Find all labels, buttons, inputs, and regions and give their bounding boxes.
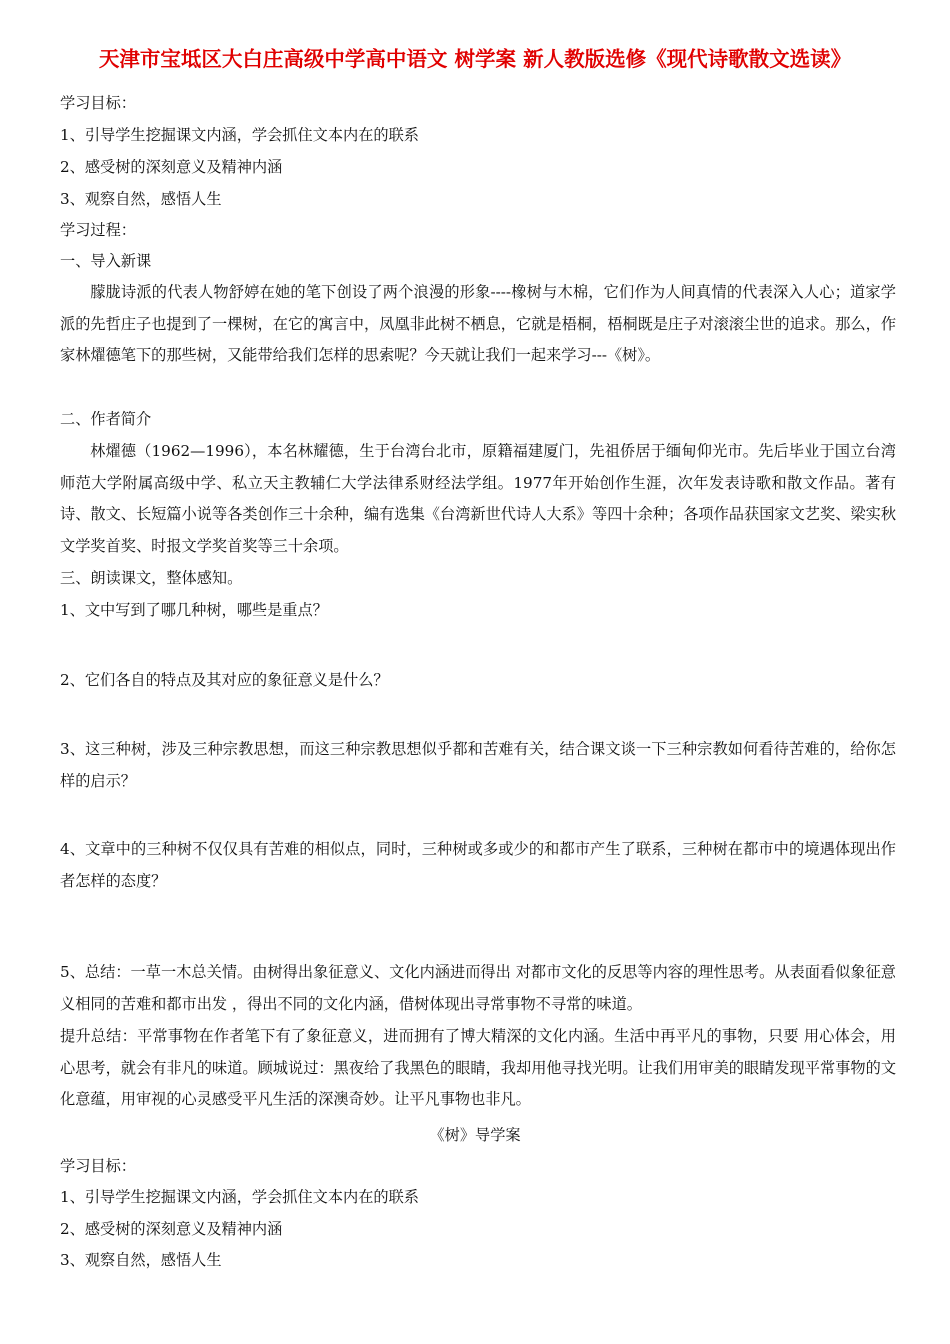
goal-item: 1、引导学生挖掘课文内涵，学会抓住文本内在的联系 bbox=[60, 1188, 419, 1206]
goal-item: 2、感受树的深刻意义及精神内涵 bbox=[60, 158, 283, 176]
goal-item: 3、观察自然，感悟人生 bbox=[60, 1251, 222, 1269]
question-1: 1、文中写到了哪几种树，哪些是重点？ bbox=[60, 601, 328, 619]
question-2: 2、它们各自的特点及其对应的象征意义是什么？ bbox=[60, 671, 389, 689]
goals-heading: 学习目标： bbox=[60, 94, 136, 112]
process-heading: 学习过程： bbox=[60, 221, 136, 239]
author-text: 林燿德（1962—1996），本名林耀德，生于台湾台北市，原籍福建厦门，先祖侨居于缅甸仰光市。先后毕业于国立台湾师范大学附属高级中学、私立天主教辅仁大学法律系财经法学组。1977年开始创作生涯，次年发表诗歌和散文作品。著有诗、散文、长短篇小说等各类创作三十余种，编有选集《台湾新世代诗人大系》等四十余种；各项作品获国家文艺奖、梁实秋文学奖首奖、时报文学奖首奖等三十余项。 bbox=[60, 442, 896, 555]
elevated-summary: 提升总结：平常事物在作者笔下有了象征意义，进而拥有了博大精深的文化内涵。生活中再平凡的事物，只要 用心体会，用心思考，就会有非凡的味道。顾城说过：黑夜给了我黑色的眼睛，我却用他寻找光明。让我们用审美的眼睛发现平常事物的文化意蕴，用审视的心灵感受平凡生活的深澳奇妙。让平凡事物也非凡。 bbox=[60, 1027, 896, 1108]
goals-heading: 学习目标： bbox=[60, 1157, 136, 1175]
intro-text: 朦胧诗派的代表人物舒婷在她的笔下创设了两个浪漫的形象----橡树与木棉，它们作为人间真情的代表深入人心；道家学派的先哲庄子也提到了一棵树，在它的寓言中，凤凰非此树不栖息，它就是梧桐，梧桐既是庄子对滚滚尘世的追求。那么，作家林燿德笔下的那些树，又能带给我们怎样的思索呢？今天就让我们一起来学习---《树》。 bbox=[60, 283, 896, 364]
author-paragraph bbox=[60, 436, 896, 562]
goal-item: 3、观察自然，感悟人生 bbox=[60, 190, 222, 208]
guide-heading: 《树》导学案 bbox=[429, 1126, 521, 1144]
question-3: 3、这三种树，涉及三种宗教思想，而这三种宗教思想似乎都和苦难有关，结合课文谈一下三种宗教如何看待苦难的，给你怎样的启示？ bbox=[60, 740, 896, 790]
goal-item: 2、感受树的深刻意义及精神内涵 bbox=[60, 1220, 283, 1238]
question-4: 4、文章中的三种树不仅仅具有苦难的相似点，同时，三种树或多或少的和都市产生了联系，三种树在都市中的境遇体现出作者怎样的态度？ bbox=[60, 840, 896, 890]
intro-paragraph bbox=[60, 277, 896, 372]
section-heading: 二、作者简介 bbox=[60, 410, 152, 428]
question-5-summary: 5、总结：一草一木总关情。由树得出象征意义、文化内涵进而得出 对都市文化的反思等内容的理性思考。从表面看似象征意义相同的苦难和都市出发 ，得出不同的文化内涵，借树体现出寻常事物不寻常的味道。 bbox=[60, 963, 896, 1013]
goal-item: 1、引导学生挖掘课文内涵，学会抓住文本内在的联系 bbox=[60, 126, 419, 144]
section-heading: 一、导入新课 bbox=[60, 252, 152, 270]
document-title: 天津市宝坻区大白庄高级中学高中语文 树学案 新人教版选修《现代诗歌散文选读》 bbox=[98, 47, 852, 71]
section-heading: 三、朗读课文，整体感知。 bbox=[60, 569, 243, 587]
